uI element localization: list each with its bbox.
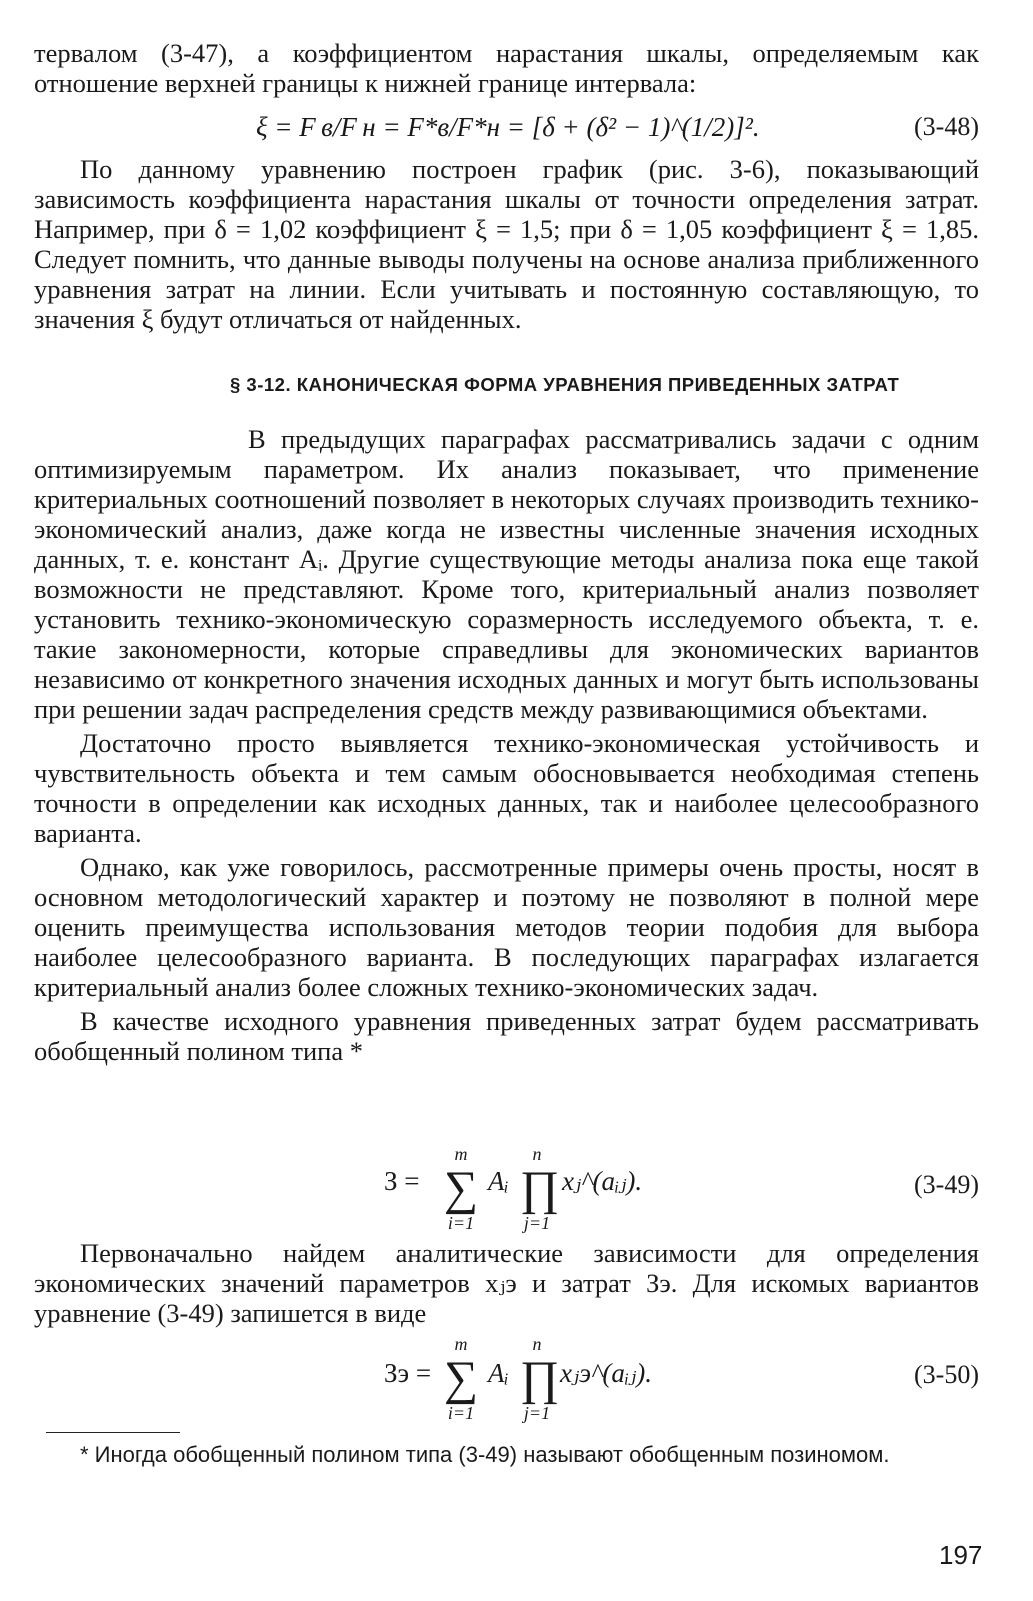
text-block-graph (34, 154, 979, 334)
footnote-divider (46, 1432, 180, 1433)
eq49-prod (520, 1144, 560, 1234)
paragraph-examples: Однако, как уже говорилось, рассмотренные примеры очень просты, носят в основном методологический характер и поэтому не позволяют в полной мере оценить преимущества использования методов теории подобия для выбора наиболее целесообразного варианта. В последующих параграфах излагается критериальный анализ более сложных технико-экономических задач. (34, 852, 979, 1002)
text-block-analytic (34, 1238, 979, 1328)
eq49-term: Aᵢ (488, 1166, 509, 1196)
eq50-sum (444, 1334, 478, 1424)
eq50-factor: xⱼэ^(aᵢⱼ). (560, 1358, 653, 1388)
eq49-prod-symbol: ∏ (520, 1162, 560, 1215)
paragraph-intro-section: В предыдущих параграфах рассматривались задачи с одним оптимизируемым параметром. Их анализ показывает, что применение критериальных соотношений позволяет в некоторых случаях производить технико-экономический анализ, даже когда не известны численные значения исходных данных, т. е. констант Aᵢ. Другие существующие методы анализа пока еще такой возможности не представляют. Кроме того, критериальный анализ позволяет установить технико-экономическую соразмерность исследуемого объекта, т. е. такие закономерности, которые справедливы для экономических вариантов независимо от конкретного значения исходных данных и могут быть использованы при решении задач распределения средств между развивающимися объектами. (34, 424, 979, 724)
paragraph-polynomial: В качестве исходного уравнения приведенных затрат будем рассматривать обобщенный полином типа * (34, 1006, 979, 1066)
equation-number-3-50: (3-50) (914, 1360, 979, 1389)
paragraph-analytic: Первоначально найдем аналитические зависимости для определения экономических значений параметров xⱼэ и затрат Зэ. Для искомых вариантов уравнение (3-49) запишется в виде (34, 1238, 979, 1328)
eq50-prod (520, 1334, 560, 1424)
text-block-section (34, 424, 979, 1066)
eq49-sum-bottom: i=1 (447, 1213, 475, 1233)
eq50-sum-top: m (454, 1334, 468, 1354)
eq49-sum-symbol: ∑ (444, 1162, 479, 1215)
eq49-sum-top: m (454, 1144, 468, 1164)
eq49-sum (444, 1144, 478, 1234)
page-number: 197 (939, 1540, 983, 1570)
equation-3-48: ξ = F в/F н = F*в/F*н = [δ + (δ² − 1)^(1/2)]². (256, 112, 760, 142)
eq50-sum-symbol: ∑ (444, 1352, 479, 1405)
footnote (34, 1441, 979, 1468)
eq50-prod-top: n (532, 1334, 542, 1354)
eq49-prod-top: n (532, 1144, 542, 1164)
section-heading: § 3-12. КАНОНИЧЕСКАЯ ФОРМА УРАВНЕНИЯ ПРИВЕДЕННЫХ ЗАТРАТ (230, 374, 900, 395)
eq49-lhs: З = (384, 1166, 420, 1196)
eq49-prod-bottom: j=1 (523, 1213, 551, 1233)
equation-number-3-48: (3-48) (914, 112, 979, 141)
equation-number-3-49: (3-49) (914, 1170, 979, 1199)
eq50-term: Aᵢ (488, 1358, 509, 1388)
eq50-lhs: Зэ = (384, 1358, 432, 1388)
footnote-text: * Иногда обобщенный полином типа (3-49) называют обобщенным позиномом. (80, 1442, 890, 1467)
intro-paragraph: тервалом (3-47), а коэффициентом нарастания шкалы, определяемым как отношение верхней границы к нижней границе интервала: (34, 38, 979, 98)
paragraph-stability: Достаточно просто выявляется технико-экономическая устойчивость и чувствительность объекта и тем самым обосновывается необходимая степень точности в определении как исходных данных, так и наиболее целесообразного варианта. (34, 728, 979, 848)
eq50-sum-bottom: i=1 (447, 1403, 475, 1423)
eq50-prod-bottom: j=1 (523, 1403, 551, 1423)
text-block-top (34, 38, 979, 98)
eq50-prod-symbol: ∏ (520, 1352, 560, 1405)
eq49-factor: xⱼ^(aᵢⱼ). (562, 1166, 643, 1196)
paragraph-graph: По данному уравнению построен график (рис. 3-6), показывающий зависимость коэффициента нарастания шкалы от точности определения затрат. Например, при δ = 1,02 коэффициент ξ = 1,5; при δ = 1,05 коэффициент ξ = 1,85. Следует помнить, что данные выводы получены на основе анализа приближенного уравнения затрат на линии. Если учитывать и постоянную составляющую, то значения ξ будут отличаться от найденных. (34, 154, 979, 334)
